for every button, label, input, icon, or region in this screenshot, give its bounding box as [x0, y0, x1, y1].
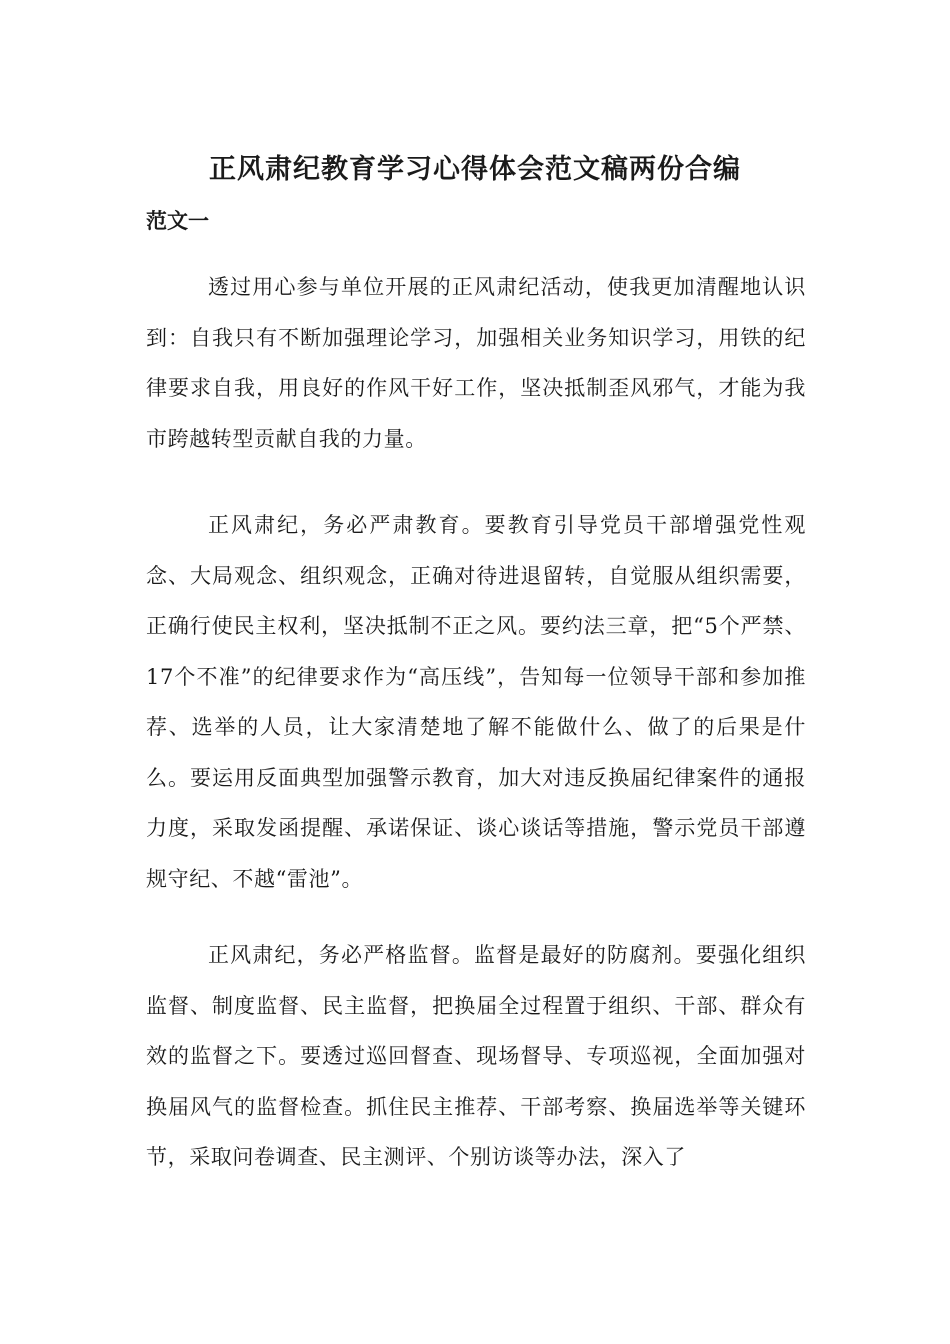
paragraph-1: 透过用心参与单位开展的正风肃纪活动，使我更加清醒地认识到：自我只有不断加强理论学习，加强相关业务知识学习，用铁的纪律要求自我，用良好的作风干好工作，坚决抵制歪风邪气，才能为我市跨越转型贡献自我的力量。: [146, 275, 806, 451]
document-title: 正风肃纪教育学习心得体会范文稿两份合编: [209, 154, 741, 185]
section-heading: 范文一: [146, 208, 209, 233]
paragraph-2: 正风肃纪，务必严肃教育。要教育引导党员干部增强党性观念、大局观念、组织观念，正确对待进退留转，自觉服从组织需要，正确行使民主权利，坚决抵制不正之风。要约法三章，把“5个严禁、17个不准”的纪律要求作为“高压线”，告知每一位领导干部和参加推荐、选举的人员，让大家清楚地了解不能做什么、做了的后果是什么。要运用反面典型加强警示教育，加大对违反换届纪律案件的通报力度，采取发函提醒、承诺保证、谈心谈话等措施，警示党员干部遵规守纪、不越“雷池”。: [146, 513, 806, 891]
paragraph-3: 正风肃纪，务必严格监督。监督是最好的防腐剂。要强化组织监督、制度监督、民主监督，把换届全过程置于组织、干部、群众有效的监督之下。要透过巡回督查、现场督导、专项巡视，全面加强对换届风气的监督检查。抓住民主推荐、干部考察、换届选举等关键环节，采取问卷调查、民主测评、个别访谈等办法，深入了: [146, 943, 806, 1169]
